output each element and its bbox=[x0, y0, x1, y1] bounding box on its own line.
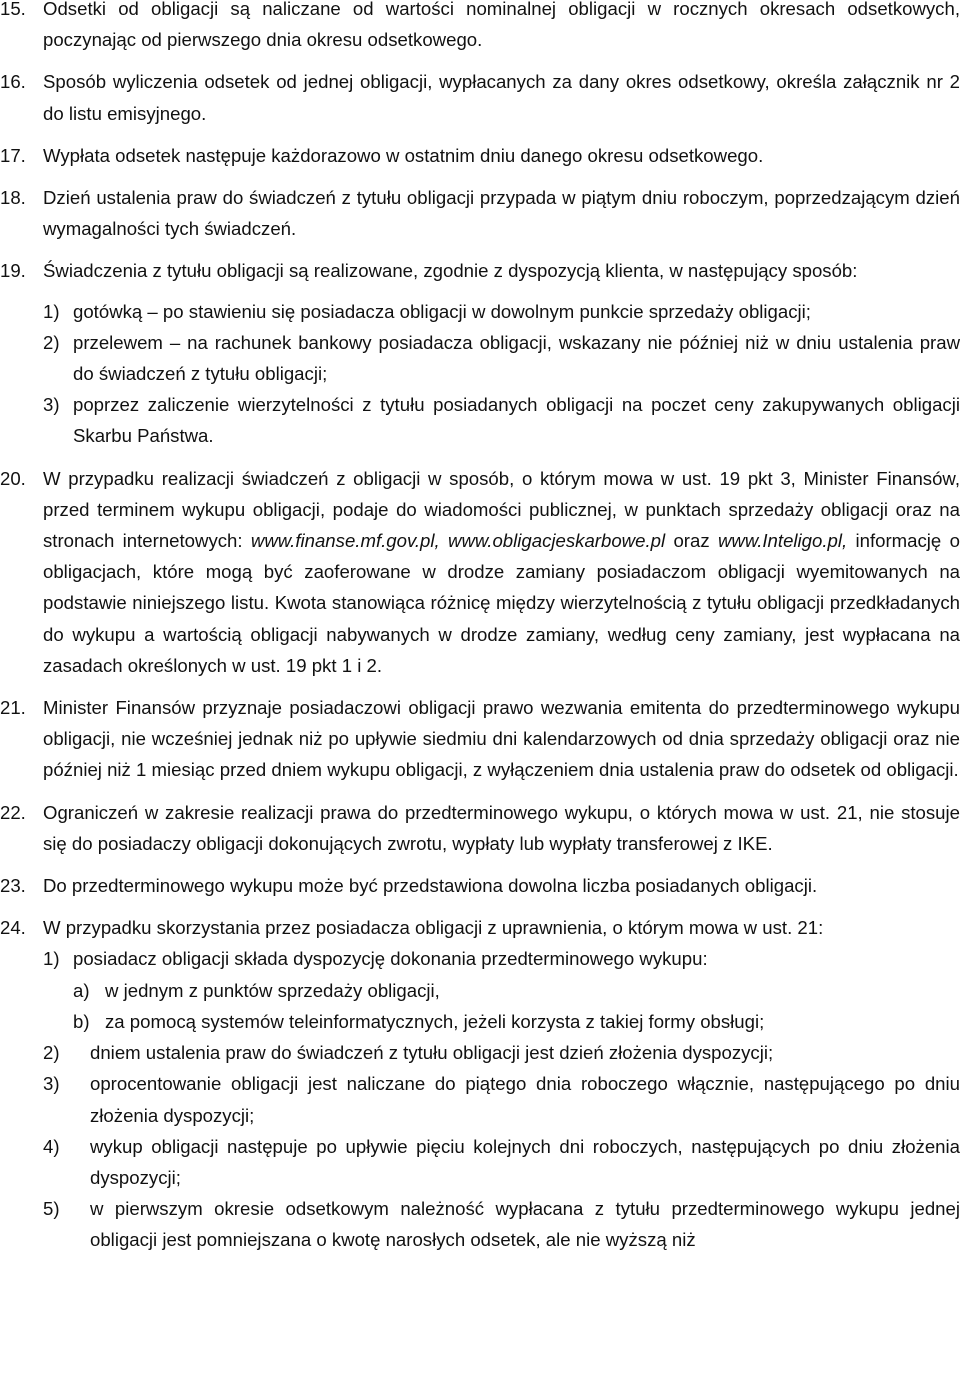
paragraph-24-point-5 bbox=[43, 1193, 960, 1255]
paragraph-24-point-1-letter-a bbox=[73, 975, 960, 1006]
paragraph-24-point-1 bbox=[43, 943, 960, 974]
paragraph-number: 16. bbox=[0, 71, 26, 93]
paragraph-19-point-3 bbox=[43, 389, 960, 451]
paragraph-text: Dzień ustalenia praw do świadczeń z tytułu obligacji przypada w piątym dniu roboczym, poprzedzającym dzień wymagalności tych świadczeń. bbox=[43, 187, 960, 240]
point-number: 2) bbox=[43, 331, 60, 353]
paragraph-22 bbox=[0, 797, 960, 859]
paragraph-16 bbox=[0, 66, 960, 128]
paragraph-17 bbox=[0, 140, 960, 171]
point-number: 2) bbox=[43, 1042, 60, 1064]
paragraph-19-point-2 bbox=[43, 327, 960, 389]
paragraph-number: 21. bbox=[0, 697, 26, 719]
paragraph-text: Do przedterminowego wykupu może być przedstawiona dowolna liczba posiadanych obligacji. bbox=[43, 875, 818, 897]
letter-text: za pomocą systemów teleinformatycznych, jeżeli korzysta z takiej formy obsługi; bbox=[105, 1010, 765, 1032]
separator: oraz bbox=[665, 530, 718, 552]
point-number: 5) bbox=[43, 1198, 60, 1220]
paragraph-number: 23. bbox=[0, 875, 26, 897]
paragraph-text: Odsetki od obligacji są naliczane od wartości nominalnej obligacji w rocznych okresach odsetkowych, poczynając od pierwszego dnia okresu odsetkowego. bbox=[43, 0, 960, 51]
point-text: wykup obligacji następuje po upływie pięciu kolejnych dni roboczych, następujących po dniu złożenia dyspozycji; bbox=[90, 1135, 960, 1188]
paragraph-19-point-1 bbox=[43, 296, 960, 327]
paragraph-24-point-1-letter-b bbox=[73, 1006, 960, 1037]
website-link-finanse[interactable]: www.finanse.mf.gov.pl, bbox=[250, 530, 440, 552]
point-number: 1) bbox=[43, 948, 60, 970]
point-text: przelewem – na rachunek bankowy posiadacza obligacji, wskazany nie później niż w dniu ustalenia praw do świadczeń z tytułu obligacji; bbox=[73, 331, 960, 385]
paragraph-number: 17. bbox=[0, 144, 26, 166]
paragraph-21 bbox=[0, 692, 960, 786]
letter-number: a) bbox=[73, 979, 90, 1001]
point-text: dniem ustalenia praw do świadczeń z tytułu obligacji jest dzień złożenia dyspozycji; bbox=[90, 1042, 774, 1064]
paragraph-24-point-4 bbox=[43, 1131, 960, 1193]
paragraph-text: Minister Finansów przyznaje posiadaczowi obligacji prawo wezwania emitenta do przedterminowego wykupu obligacji, nie wcześniej jednak niż po upływie siedmiu dni kalendarzowych od dnia sprzedaży obligacji oraz nie później niż 1 miesiąc przed dniem wykupu obligacji, z wyłączeniem dnia ustalenia praw do odsetek od obligacji. bbox=[43, 697, 960, 781]
paragraph-text-part: W przypadku realizacji świadczeń z obligacji w sposób, o którym mowa w ust. 19 pkt 3, Minister Finansów, przed terminem wykupu obligacji, podaje do wiadomości publicznej, w punktach sprzedaży obligacji oraz na stronach internetowych: bbox=[43, 467, 960, 552]
website-link-obligacjeskarbowe[interactable]: www.obligacjeskarbowe.pl bbox=[448, 530, 666, 552]
separator bbox=[440, 530, 448, 551]
point-text: posiadacz obligacji składa dyspozycję dokonania przedterminowego wykupu: bbox=[73, 948, 708, 970]
paragraph-number: 22. bbox=[0, 801, 26, 823]
point-number: 1) bbox=[43, 300, 60, 322]
paragraph-text: Sposób wyliczenia odsetek od jednej obligacji, wypłacanych za dany okres odsetkowy, określa załącznik nr 2 do listu emisyjnego. bbox=[43, 71, 960, 124]
paragraph-number: 20. bbox=[0, 467, 26, 489]
paragraph-text: Wypłata odsetek następuje każdorazowo w ostatnim dniu danego okresu odsetkowego. bbox=[43, 144, 764, 166]
paragraph-text-part: informację o obligacjach, które mogą być zaoferowane w drodze zamiany posiadaczom obligacji wyemitowanych na podstawie niniejszego listu. Kwota stanowiąca różnicę między wierzytelnością z tytułu obligacji przedkładanych do wykupu a wartością obligacji nabywanych w drodze zamiany, według ceny zamiany, jest wypłacana na zasadach określonych w ust. 19 pkt 1 i 2. bbox=[43, 530, 960, 676]
paragraph-text: W przypadku skorzystania przez posiadacza obligacji z uprawnienia, o którym mowa w ust. 21: bbox=[43, 917, 824, 939]
paragraph-24 bbox=[0, 912, 960, 943]
paragraph-18 bbox=[0, 182, 960, 244]
point-text: oprocentowanie obligacji jest naliczane do piątego dnia roboczego włącznie, następującego po dniu złożenia dyspozycji; bbox=[90, 1073, 960, 1126]
paragraph-number: 15. bbox=[0, 0, 26, 19]
paragraph-15 bbox=[0, 0, 960, 55]
letter-number: b) bbox=[73, 1010, 90, 1032]
point-text: w pierwszym okresie odsetkowym należność wypłacana z tytułu przedterminowego wykupu jednej obligacji jest pomniejszana o kwotę narosłych odsetek, ale nie wyższą niż bbox=[90, 1198, 960, 1251]
paragraph-24-point-3 bbox=[43, 1068, 960, 1130]
paragraph-19 bbox=[0, 255, 960, 286]
paragraph-24-point-2 bbox=[43, 1037, 960, 1068]
paragraph-text: Świadczenia z tytułu obligacji są realizowane, zgodnie z dyspozycją klienta, w następujący sposób: bbox=[43, 260, 858, 282]
letter-text: w jednym z punktów sprzedaży obligacji, bbox=[105, 979, 440, 1001]
paragraph-23 bbox=[0, 870, 960, 901]
point-number: 4) bbox=[43, 1135, 60, 1157]
paragraph-number: 19. bbox=[0, 260, 26, 282]
paragraph-number: 24. bbox=[0, 917, 26, 939]
point-text: poprzez zaliczenie wierzytelności z tytułu posiadanych obligacji na poczet ceny zakupywanych obligacji Skarbu Państwa. bbox=[73, 394, 960, 447]
point-number: 3) bbox=[43, 394, 60, 416]
website-link-inteligo[interactable]: www.Inteligo.pl, bbox=[717, 530, 848, 552]
point-number: 3) bbox=[43, 1073, 60, 1095]
paragraph-text: Ograniczeń w zakresie realizacji prawa do przedterminowego wykupu, o których mowa w ust. 21, nie stosuje się do posiadaczy obligacji dokonujących zwrotu, wypłaty lub wypłaty transferowej z IKE. bbox=[43, 801, 960, 854]
paragraph-20 bbox=[0, 463, 960, 681]
paragraph-text bbox=[43, 463, 960, 681]
paragraph-number: 18. bbox=[0, 187, 26, 209]
point-text: gotówką – po stawieniu się posiadacza obligacji w dowolnym punkcie sprzedaży obligacji; bbox=[73, 300, 811, 322]
